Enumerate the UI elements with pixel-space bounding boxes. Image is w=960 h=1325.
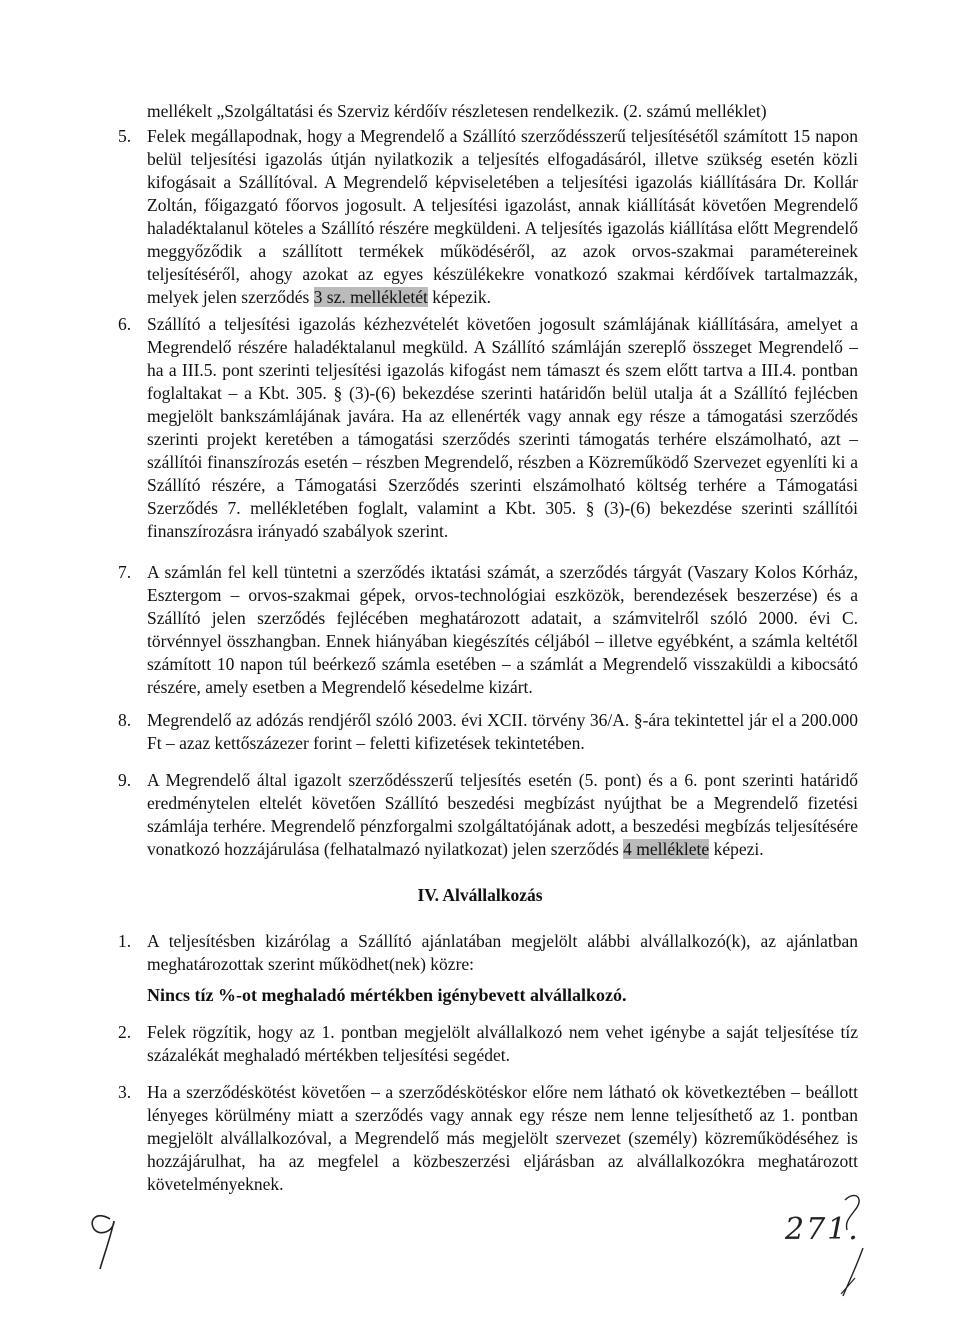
item-text: Felek rögzítik, hogy az 1. pontban megjelölt alvállalkozó nem vehet igénybe a saját teljesítése tíz százalékát meghaladó mértékben teljesítési segédet. — [147, 1022, 858, 1065]
page-number-handwritten: 271. — [785, 1190, 895, 1300]
item-number: 6. — [118, 314, 132, 334]
item-number: 8. — [118, 710, 132, 730]
list-item-1 — [118, 930, 858, 976]
item-text: A teljesítésben kizárólag a Szállító ajánlatában megjelölt alábbi alvállalkozó(k), az ajánlatban meghatározottak szerint működhet(nek) közre: — [147, 931, 858, 974]
item-number: 7. — [118, 562, 132, 582]
intro-line: mellékelt „Szolgáltatási és Szerviz kérdőív részletesen rendelkezik. (2. számú melléklet) — [147, 101, 767, 121]
initial-signature-mark — [80, 1205, 130, 1275]
list-item-8 — [118, 709, 858, 755]
list-item-9 — [118, 769, 858, 861]
item-number: 3. — [118, 1082, 132, 1102]
payment-terms-list — [118, 125, 858, 861]
highlight-attachment-ref: 4 melléklete — [623, 839, 710, 859]
list-item-5 — [118, 125, 858, 309]
item-number: 9. — [118, 770, 132, 790]
item-text: Szállító a teljesítési igazolás kézhezvételét követően jogosult számlájának kiállítására, amelyet a Megrendelő részére haladéktalanul megküld. A Szállító számláján szereplő összeget Megrendelő – ha a III.5. pont szerinti teljesítési igazolás kifogást nem támaszt és szem előtt tartva a III.4. pontban foglaltakat – a Kbt. 305. § (3)-(6) bekezdése szerinti határidőn belül utalja át a Szállító fejlécben megjelölt bankszámlájának javára. Ha az ellenérték vagy annak egy része a támogatási szerződés szerinti projekt keretében a támogatási szerződés szerinti támogatás terhére elszámolható, azt – szállítói finanszírozás esetén – részben Megrendelő, részben a Közreműködő Szervezet egyenlíti ki a Szállító részére, a Támogatási Szerződés szerinti elszámolható költség terhére a Támogatási Szerződés 7. mellékletében foglalt, valamint a Kbt. 305. § (3)-(6) bekezdése szerinti szállítói finanszírozásra irányadó szabályok szerint. — [147, 314, 858, 541]
item-number: 1. — [118, 931, 132, 951]
highlight-attachment-ref: 3 sz. mellékletét — [313, 287, 428, 307]
item-text: A Megrendelő által igazolt szerződésszerű teljesítés esetén (5. pont) és a 6. pont szerinti határidő eredménytelen eltelét követően Szállító beszedési megbízást nyújthat be a Megrendelő fizetési számlája terhére. Megrendelő pénzforgalmi szolgáltatójának adott, a beszedési megbízás teljesítésére vonatkozó hozzájárulása (felhatalmazó nyilatkozat) jelen szerződés 4 melléklete képezi. — [147, 770, 858, 859]
item-text: Megrendelő az adózás rendjéről szóló 2003. évi XCII. törvény 36/A. §-ára tekintettel jár el a 200.000 Ft – azaz kettőszázezer forint – feletti kifizetések tekintetében. — [147, 710, 858, 753]
no-subcontractor-statement: Nincs tíz %-ot meghaladó mértékben igénybevett alvállalkozó. — [147, 985, 627, 1005]
subcontracting-list — [118, 930, 858, 1196]
list-item-3 — [118, 1081, 858, 1196]
list-item-6 — [118, 313, 858, 543]
item-number: 2. — [118, 1022, 132, 1042]
list-item-2 — [118, 1021, 858, 1067]
section-heading: IV. Alvállalkozás — [417, 885, 543, 905]
list-item-7 — [118, 561, 858, 699]
item-number: 5. — [118, 126, 132, 146]
item-text: Ha a szerződéskötést követően – a szerződéskötéskor előre nem látható ok következtében – beállott lényeges körülmény miatt a szerződés vagy annak egy része nem lenne teljesíthető az 1. pontban megjelölt alvállalkozóval, a Megrendelő más megjelölt szervezet (személy) közreműködéséhez is hozzájárulhat, ha az megfelel a közbeszerzési eljárásban az alvállalkozókra meghatározott követelményeknek. — [147, 1082, 858, 1194]
item-text: A számlán fel kell tüntetni a szerződés iktatási számát, a szerződés tárgyát (Vaszary Kolos Kórház, Esztergom – orvos-szakmai gépek, orvos-technológiai eszközök, berendezések beszerzése) és a Szállító jelen szerződés fejlécében meghatározott adatait, a számvitelről szóló 2000. évi C. törvénnyel összhangban. Ennek hiányában kiegészítés céljából – illetve egyébként, a számla keltétől számított 10 napon túl beérkező számla esetében – a számlát a Megrendelő visszaküldi a kibocsátó részére, amely esetben a Megrendelő késedelme kizárt. — [147, 562, 858, 697]
item-text: Felek megállapodnak, hogy a Megrendelő a Szállító szerződésszerű teljesítésétől számított 15 napon belül teljesítési igazolás útján nyilatkozik a teljesítés elfogadásáról, illetve szükség esetén közli kifogásait a Szállítóval. A Megrendelő képviseletében a teljesítési igazolás kiállítására Dr. Kollár Zoltán, főigazgató főorvos jogosult. A teljesítési igazolást, annak kiállítását követően Megrendelő haladéktalanul köteles a Szállító részére megküldeni. A teljesítés igazolás kiállítása előtt Megrendelő meggyőződik a szállított termékek működéséről, az azok orvos-szakmai paramétereinek teljesítéséről, ahogy azokat az egyes készülékekre vonatkozó szakmai kérdőívek tartalmazzák, melyek jelen szerződés 3 sz. mellékletét képezik. — [147, 126, 858, 307]
handwritten-initial-icon — [80, 1205, 130, 1275]
